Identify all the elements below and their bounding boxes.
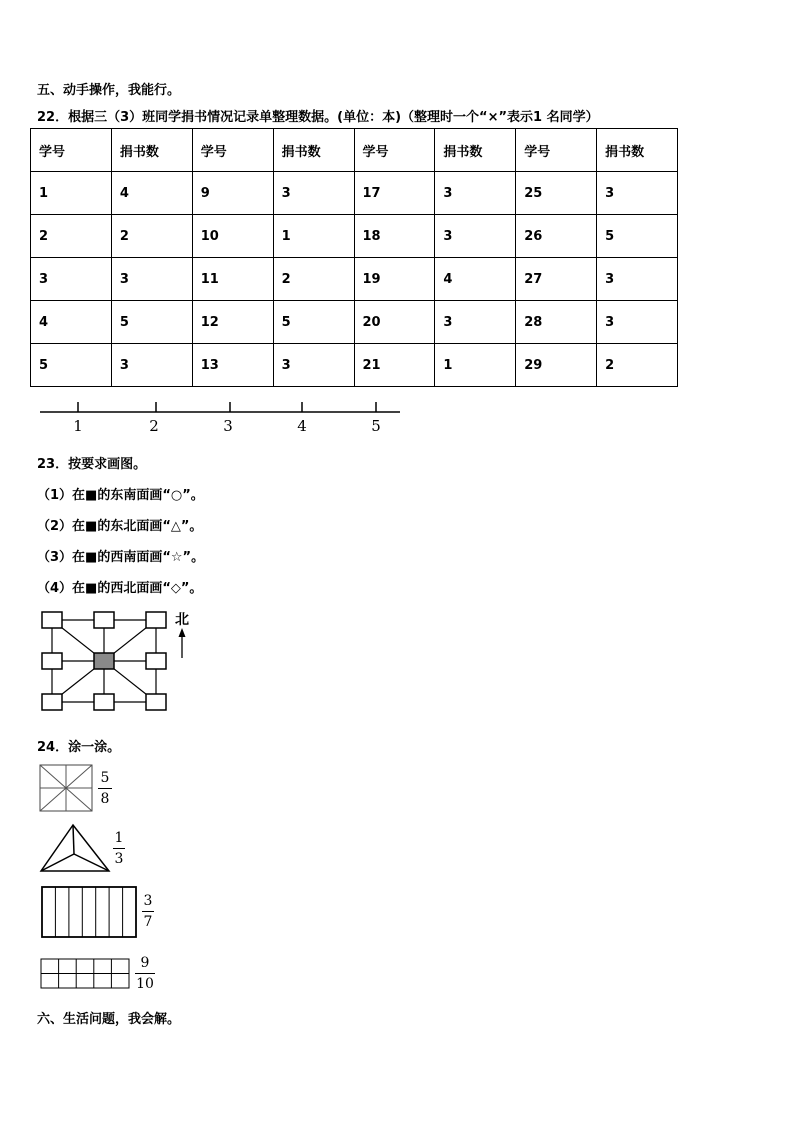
table-cell: 17 [354,172,435,215]
fraction-5-8 [98,770,112,807]
table-cell: 18 [354,215,435,258]
table-cell: 2 [111,215,192,258]
table-cell: 3 [597,258,678,301]
table-cell: 3 [31,258,112,301]
grid-box-east[interactable] [146,653,166,669]
table-cell: 4 [111,172,192,215]
fraction-denominator: 3 [114,851,124,867]
table-cell: 3 [111,258,192,301]
table-header-cell: 捐书数 [435,129,516,172]
table-cell: 5 [597,215,678,258]
table-row [31,301,678,344]
table-cell: 13 [192,344,273,387]
triangle-thirds-figure[interactable] [39,822,113,874]
north-arrow-icon [179,628,186,658]
table-cell: 3 [597,301,678,344]
question-24-title: 24．涂一涂。 [37,740,121,755]
table-row [31,172,678,215]
grid-box-west[interactable] [42,653,62,669]
table-cell: 10 [192,215,273,258]
table-cell: 25 [516,172,597,215]
north-label: 北 [175,612,189,628]
fraction-denominator: 8 [100,791,110,807]
center-shaded-square [94,653,114,669]
table-header-cell: 捐书数 [597,129,678,172]
grid-box-southeast[interactable] [146,694,166,710]
fraction-denominator: 7 [143,914,153,930]
table-row [31,258,678,301]
table-cell: 5 [31,344,112,387]
fraction-denominator: 10 [136,976,154,992]
table-header-cell: 捐书数 [111,129,192,172]
table-header-cell: 学号 [192,129,273,172]
fraction-numerator: 5 [100,770,110,786]
grid-box-northwest[interactable] [42,612,62,628]
fraction-numerator: 9 [140,955,150,971]
table-cell: 27 [516,258,597,301]
table-cell: 1 [435,344,516,387]
grid-box-south[interactable] [94,694,114,710]
number-line-label: 4 [297,417,307,435]
fraction-bar [142,911,154,912]
square-eighths-figure[interactable] [39,764,95,814]
fraction-bar [135,973,155,974]
rectangle-sevenths-figure[interactable] [40,885,140,939]
question-22-text: 22．根据三（3）班同学捐书情况记录单整理数据。(单位：本)（整理时一个“×”表示1 名同学） [37,110,599,125]
table-cell: 28 [516,301,597,344]
table-cell: 5 [111,301,192,344]
question-23-item-1: （1）在■的东南面画“○”。 [37,488,204,503]
table-cell: 3 [273,172,354,215]
fraction-numerator: 1 [114,830,124,846]
fraction-bar [113,848,125,849]
table-cell: 1 [273,215,354,258]
table-cell: 5 [273,301,354,344]
fraction-3-7 [142,893,154,930]
question-23-item-3: （3）在■的西南面画“☆”。 [37,550,205,565]
table-cell: 26 [516,215,597,258]
table-cell: 11 [192,258,273,301]
question-23-title: 23．按要求画图。 [37,457,147,472]
number-line-label: 5 [371,417,381,435]
number-line-label: 3 [223,417,233,435]
table-cell: 3 [435,301,516,344]
table-header-cell: 学号 [516,129,597,172]
table-cell: 2 [31,215,112,258]
grid-box-southwest[interactable] [42,694,62,710]
grid-box-northeast[interactable] [146,612,166,628]
table-header-cell: 学号 [31,129,112,172]
table-row [31,215,678,258]
table-cell: 12 [192,301,273,344]
fraction-1-3 [113,830,125,867]
table-header-cell: 学号 [354,129,435,172]
rectangle-tenths-figure[interactable] [40,957,132,991]
question-23-item-4: （4）在■的西北面画“◇”。 [37,581,203,596]
table-cell: 19 [354,258,435,301]
fraction-numerator: 3 [143,893,153,909]
table-row [31,344,678,387]
table-cell: 2 [597,344,678,387]
table-cell: 3 [273,344,354,387]
grid-box-north[interactable] [94,612,114,628]
table-cell: 21 [354,344,435,387]
donation-table [30,128,678,387]
table-cell: 3 [111,344,192,387]
table-header-row [31,129,678,172]
table-cell: 29 [516,344,597,387]
table-cell: 3 [435,215,516,258]
table-cell: 2 [273,258,354,301]
section-6-title: 六、生活问题，我会解。 [37,1012,181,1027]
table-header-cell: 捐书数 [273,129,354,172]
table-cell: 20 [354,301,435,344]
number-line-label: 1 [73,417,83,435]
question-23-item-2: （2）在■的东北面画“△”。 [37,519,203,534]
number-line [40,398,404,440]
section-5-title: 五、动手操作，我能行。 [37,83,181,98]
table-cell: 3 [597,172,678,215]
table-cell: 4 [435,258,516,301]
table-cell: 4 [31,301,112,344]
table-cell: 1 [31,172,112,215]
direction-grid-figure [38,606,198,716]
table-cell: 3 [435,172,516,215]
number-line-label: 2 [149,417,159,435]
table-cell: 9 [192,172,273,215]
fraction-9-10 [135,955,155,992]
fraction-bar [98,788,112,789]
